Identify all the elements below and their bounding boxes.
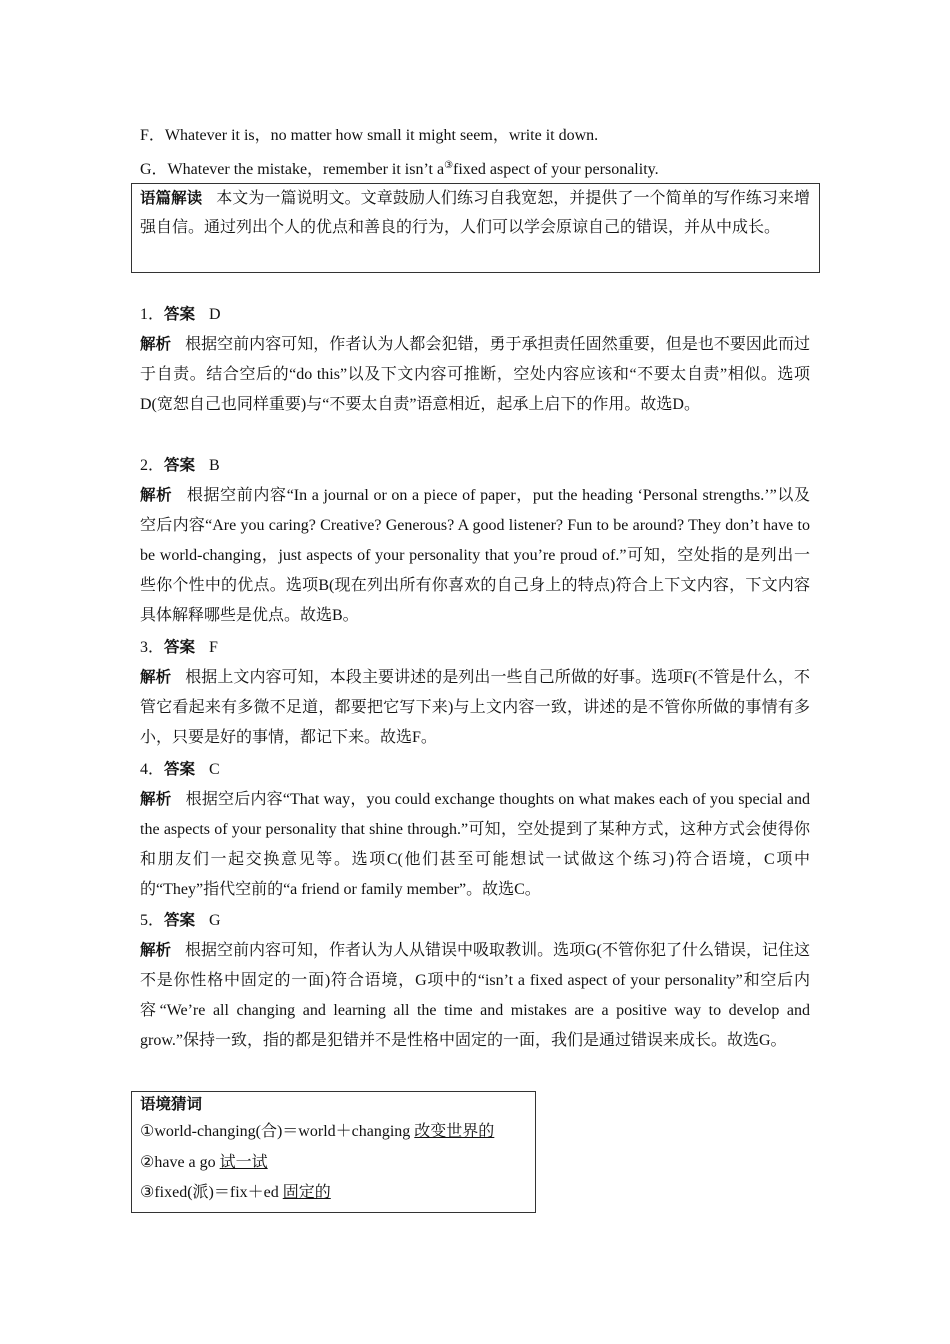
answer-4-heading: 4．答案 C <box>140 760 220 778</box>
answer-3-value: F <box>209 639 218 656</box>
vocab-item-1: ①world-changing(合)＝world＋changing 改变世界的 <box>140 1123 495 1140</box>
analysis-label: 解析 <box>140 790 172 808</box>
option-g-text: G．Whatever the mistake，remember it isn’t a <box>140 161 445 178</box>
answer-5-analysis: 解析 根据空前内容可知，作者认为人从错误中吸取教训。选项G(不管你犯了什么错误，记住这不是你性格中固定的一面)符合语境，G项中的“isn’t a fixed aspect of your personality”和空后内容“We’re all changing and learning all the time and mistakes are a positive way to develop and grow.”保持一致，指的都是犯错并不是性格中固定的一面，我们是通过错误来成长。故选G。 <box>140 941 810 1049</box>
vocab-meaning: 固定的 <box>282 1184 331 1201</box>
answer-3-heading: 3．答案 F <box>140 638 218 656</box>
vocab-item-3: ③fixed(派)＝fix＋ed 固定的 <box>140 1184 331 1201</box>
summary-label: 语篇解读 <box>140 189 203 207</box>
analysis-label: 解析 <box>140 486 173 504</box>
answer-2-value: B <box>209 457 220 474</box>
vocab-meaning: 改变世界的 <box>414 1123 495 1140</box>
answer-3-analysis: 解析 根据上文内容可知，本段主要讲述的是列出一些自己所做的好事。选项F(不管是什么，不管它看起来有多微不足道，都要把它写下来)与上文内容一致，讲述的是不管你所做的事情有多小，只要是好的事情，都记下来。故选F。 <box>140 668 810 746</box>
option-g <box>140 156 659 180</box>
vocab-title: 语境猜词 <box>140 1095 203 1113</box>
analysis-label: 解析 <box>140 941 172 959</box>
analysis-label: 解析 <box>140 668 172 686</box>
answer-5-value: G <box>209 912 221 929</box>
vocab-marker: ③ <box>444 160 454 171</box>
analysis-label: 解析 <box>140 335 172 353</box>
answer-1-analysis: 解析 根据空前内容可知，作者认为人都会犯错，勇于承担责任固然重要，但是也不要因此而过于自责。结合空后的“do this”以及下文内容可推断，空处内容应该和“不要太自责”相似。选项D(宽恕自己也同样重要)与“不要太自责”语意相近，起承上启下的作用。故选D。 <box>140 335 810 413</box>
vocab-item-2: ②have a go 试一试 <box>140 1154 268 1171</box>
option-f: F．Whatever it is，no matter how small it might seem，write it down. <box>140 127 599 144</box>
summary-body: 本文为一篇说明文。文章鼓励人们练习自我宽恕，并提供了一个简单的写作练习来增强自信。通过列出个人的优点和善良的行为，人们可以学会原谅自己的错误，并从中成长。 <box>140 190 810 236</box>
summary-text <box>140 184 810 242</box>
answer-4-value: C <box>209 761 220 778</box>
answer-1-heading: 1．答案 D <box>140 305 221 323</box>
vocab-meaning: 试一试 <box>219 1154 268 1171</box>
option-g-text-end: fixed aspect of your personality. <box>453 161 659 178</box>
answer-1-value: D <box>209 306 221 323</box>
answer-2-heading: 2．答案 B <box>140 456 220 474</box>
answer-4-analysis: 解析 根据空后内容“That way，you could exchange thoughts on what makes each of you special and the aspects of your personality that shine through.”可知，空处提到了某种方式，这种方式会使得你和朋友们一起交换意见等。选项C(他们甚至可能想试一试做这个练习)符合语境，C项中的“They”指代空前的“a friend or family member”。故选C。 <box>140 790 810 898</box>
answer-5-heading: 5．答案 G <box>140 911 221 929</box>
answer-2-analysis: 解析 根据空前内容“In a journal or on a piece of paper，put the heading ‘Personal strengths.’”以及空后内容“Are you caring? Creative? Generous? A good listener? Fun to be around? They don’t have to be world-changing，just aspects of your personality that you’re proud of.”可知，空处指的是列出一些你个性中的优点。选项B(现在列出所有你喜欢的自己身上的特点)符合上下文内容，下文内容具体解释哪些是优点。故选B。 <box>140 486 810 624</box>
